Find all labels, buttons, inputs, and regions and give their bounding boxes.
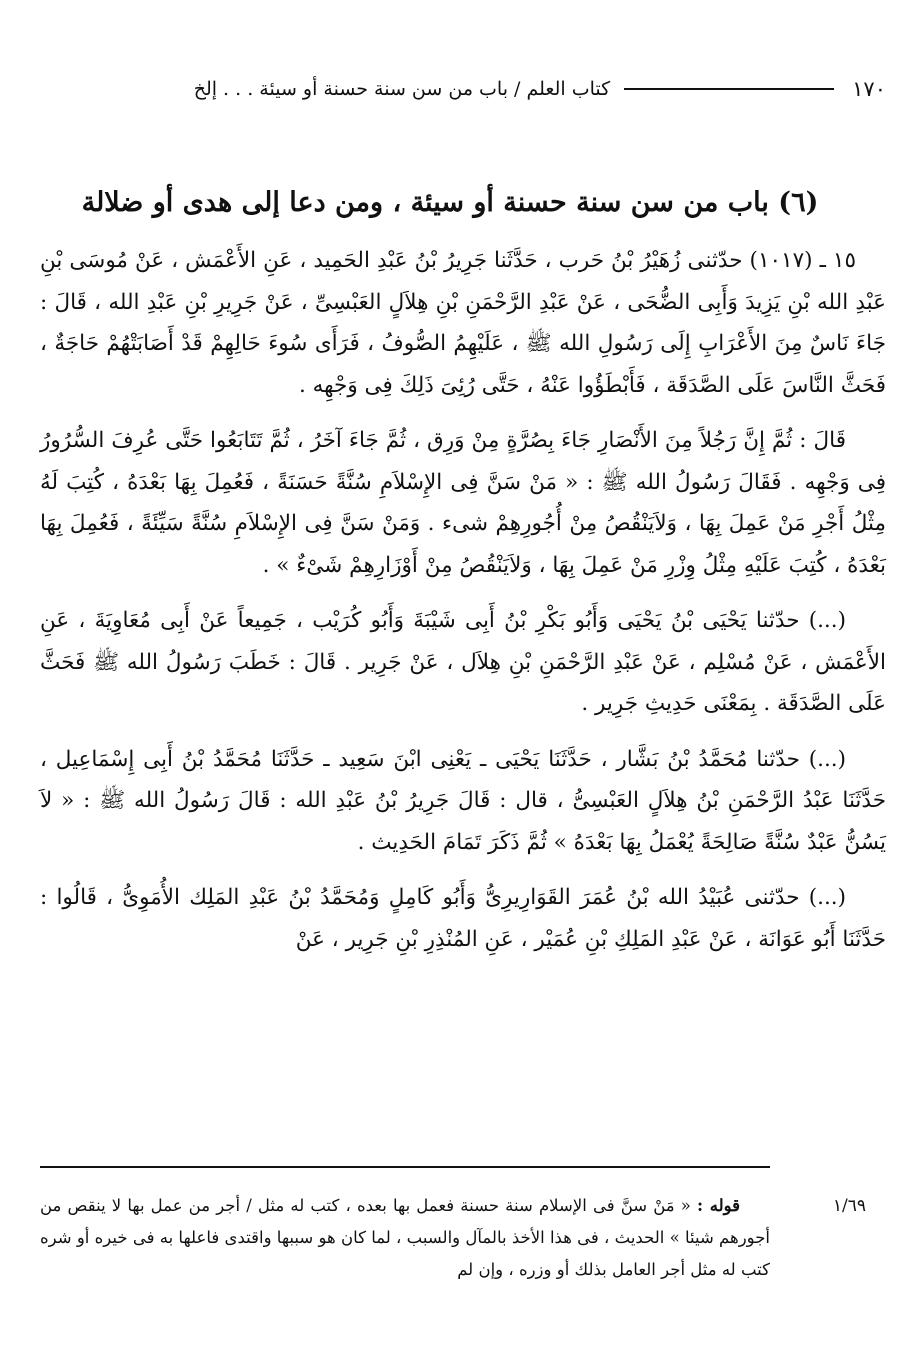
page-number: ١٧٠ [852, 77, 886, 101]
main-text [40, 240, 886, 974]
footnote [40, 1190, 770, 1286]
hadith-paragraph: قَالَ : ثُمَّ إِنَّ رَجُلاً مِنَ الأَنْصَارِ جَاءَ بِصُرَّةٍ مِنْ وَرِق ، ثُمَّ جَاءَ آخَرُ ، ثُمَّ تَتَابَعُوا حَتَّى عُرِفَ السُّرُورُ فِى وَجْهِه . فَقَالَ رَسُولُ الله ﷺ : « مَنْ سَنَّ فِى الإِسْلاَمِ سُنَّةً حَسَنَةً ، فَعُمِلَ بِهَا بَعْدَهُ ، كُتِبَ لَهُ مِثْلُ أَجْرِ مَنْ عَمِلَ بِهَا ، وَلاَيَنْقُصُ مِنْ أُجُورِهِمْ شىء . وَمَنْ سَنَّ فِى الإِسْلاَمِ سُنَّةً سَيِّئَةً ، فَعُمِلَ بِهَا بَعْدَهُ ، كُتِبَ عَلَيْهِ مِثْلُ وِزْرِ مَنْ عَمِلَ بِهَا ، وَلاَيَنْقُصُ مِنْ أَوْزَارِهِمْ شَىْءٌ » . [40, 428, 886, 578]
running-header [40, 72, 886, 106]
hadith-paragraph: (...) حدّثنا يَحْيَى بْنُ يَحْيَى وَأَبُو بَكْرِ بْنُ أَبِى شَيْبَةَ وَأَبُو كُرَيْب ، جَمِيعاً عَنْ أَبِى مُعَاوِيَةَ ، عَنِ الأَعْمَش ، عَنْ مُسْلِم ، عَنْ عَبْدِ الرَّحْمَنِ بْنِ هِلاَل ، عَنْ جَرِير . قَالَ : خَطَبَ رَسُولُ الله ﷺ فَحَثَّ عَلَى الصَّدَقَة . بِمَعْنَى حَدِيثِ جَرِير . [40, 608, 886, 716]
hadith-paragraph: (...) حدّثنى عُبَيْدُ الله بْنُ عُمَرَ القَوَارِيرِىُّ وَأَبُو كَامِلٍ وَمُحَمَّدُ بْنُ عَبْدِ المَلِك الأُمَوِىُّ ، قَالُوا : حَدَّثَنَا أَبُو عَوَانَة ، عَنْ عَبْدِ المَلِكِ بْنِ عُمَيْر ، عَنِ المُنْذِرِ بْنِ جَرِير ، عَنْ [40, 885, 886, 952]
hadith-paragraph: (...) حدّثنا مُحَمَّدُ بْنُ بَشَّار ، حَدَّثَنَا يَحْيَى ـ يَعْنِى ابْنَ سَعِيد ـ حَدَّثَنَا مُحَمَّدُ بْنُ أَبِى إِسْمَاعِيل ، حَدَّثَنَا عَبْدُ الرَّحْمَنِ بْنُ هِلاَلٍ العَبْسِىُّ ، قال : قَالَ جَرِيرُ بْنُ عَبْدِ الله : قَالَ رَسُولُ الله ﷺ : « لاَ يَسُنُّ عَبْدٌ سُنَّةً صَالِحَةً يُعْمَلُ بِهَا بَعْدَهُ » ثُمَّ ذَكَرَ تَمَامَ الحَدِيث . [40, 746, 886, 855]
hadith-paragraph: ١٥ ـ (١٠١٧) حدّثنى زُهَيْرُ بْنُ حَرب ، حَدَّثَنا جَرِيرُ بْنُ عَبْدِ الحَمِيد ، عَنِ الأَعْمَش ، عَنْ مُوسَى بْنِ عَبْدِ الله بْنِ يَزِيدَ وَأَبِى الضُّحَى ، عَنْ عَبْدِ الرَّحْمَنِ بْنِ هِلاَلٍ العَبْسِىِّ ، عَنْ جَرِيرِ بْنِ عَبْدِ الله ، قَالَ : جَاءَ نَاسٌ مِنَ الأَعْرَابِ إِلَى رَسُولِ الله ﷺ ، عَلَيْهِمُ الصُّوفُ ، فَرَأَى سُوءَ حَالِهِمْ قَدْ أَصَابَتْهُمْ حَاجَةٌ ، فَحَثَّ النَّاسَ عَلَى الصَّدَقَة ، فَأَبْطَؤُوا عَنْهُ ، حَتَّى رُئِىَ ذَلِكَ فِى وَجْهِه . [40, 248, 886, 398]
margin-reference: ١/٦٩ [832, 1196, 866, 1216]
running-title: كتاب العلم / باب من سن سنة حسنة أو سيئة . . . إلخ [193, 78, 611, 100]
chapter-heading: (٦) باب من سن سنة حسنة أو سيئة ، ومن دعا إلى هدى أو ضلالة [81, 187, 819, 218]
footnote-text: « مَنْ سنَّ فى الإسلام سنة حسنة فعمل بها بعده ، كتب له مثل / أجر من عمل بها لا ينقص من أجورهم شيئا » الحديث ، فى هذا الأخذ بالمآل والسبب ، لما كان هو سببها واقتدى فاعلها به فى خيره أو شره كتب له مثل أجر العامل بذلك أو وزره ، وإن لم [40, 1196, 770, 1279]
header-rule [624, 88, 834, 90]
footnote-separator [40, 1166, 770, 1168]
footnote-lead: قوله : [697, 1196, 741, 1215]
